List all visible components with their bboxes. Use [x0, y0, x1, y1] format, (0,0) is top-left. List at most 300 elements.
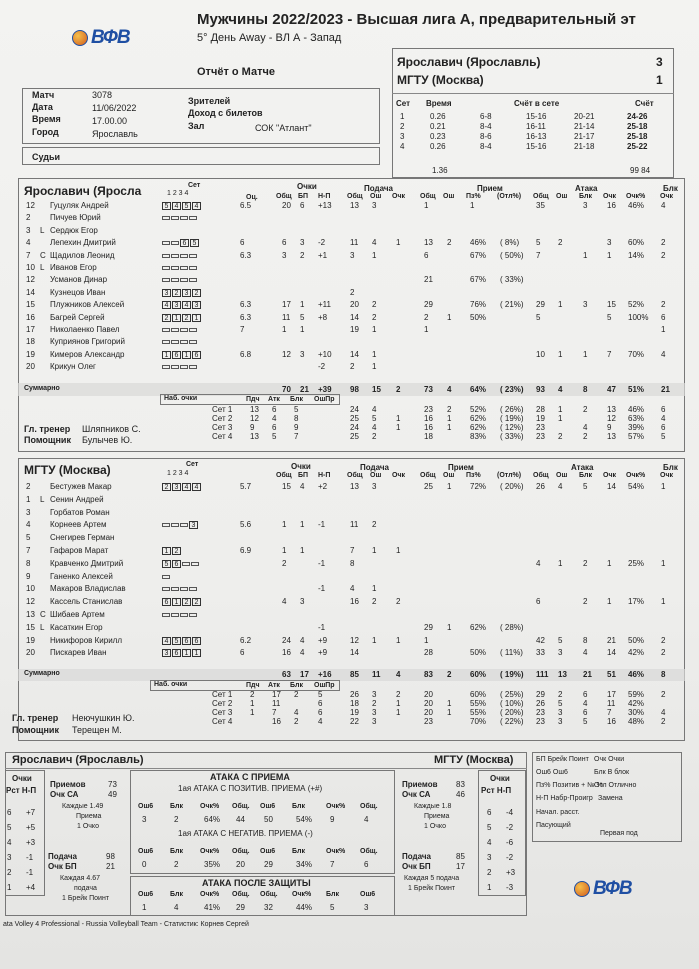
stat-att_err: 1 [558, 558, 563, 568]
stat-rec_err: 1 [447, 482, 452, 491]
stat-bp: 4 [300, 648, 305, 658]
stat-pts: 6.3 [240, 250, 252, 260]
set-cell: 2 [583, 432, 588, 441]
attack-value: 3 [364, 903, 369, 912]
attack-subheader: Ош6 [260, 803, 276, 810]
player-number: 7 [26, 250, 31, 260]
right-each2: Каждая 5 подача [404, 875, 460, 882]
set-position: 3 [162, 649, 171, 657]
t2-assist-label: Помощник [12, 725, 59, 735]
set-position: 5 [182, 202, 191, 210]
label-hall: Зал [188, 121, 205, 131]
left-serve2: подача [74, 885, 97, 892]
t1-assist: Булычев Ю. [82, 435, 133, 445]
stat-rec_pos: 76% [470, 300, 487, 310]
stat-att_blk: 2 [583, 558, 588, 568]
t2-hdr-blk: Блк [663, 463, 678, 472]
stat-att_err: 1 [558, 349, 563, 359]
set-cell: 6 [272, 423, 277, 432]
stat-pts: 6.2 [240, 635, 252, 645]
set-cell: 1 [558, 405, 563, 414]
match-hall: СОК "Атлант" [255, 123, 312, 133]
set-cell: 2 [558, 432, 563, 441]
match-time: 17.00.00 [92, 116, 128, 126]
stat-blk: 6 [661, 312, 666, 322]
player-name: Гафаров Марат [50, 546, 109, 555]
stat-pts: 6 [240, 648, 245, 658]
left-pt1: 1 Очко [77, 823, 99, 830]
stat-blk: 1 [661, 558, 666, 568]
set-cell: 23 [536, 717, 545, 726]
set-cell: 16 [607, 717, 616, 726]
set-position [171, 266, 179, 270]
attack-subheader: Блк [292, 803, 305, 810]
stat-att_tot: 10 [536, 349, 545, 359]
set-position [171, 241, 179, 245]
stat-srv_tot: 13 [350, 482, 359, 491]
score-cell: 8-4 [480, 122, 492, 131]
player-role: L [40, 622, 45, 632]
match-date: 11/06/2022 [92, 103, 137, 113]
t1-hdr-blk: Блк [663, 184, 678, 193]
rot-diff: -2 [506, 823, 514, 832]
set-cell: 1 [447, 414, 452, 423]
set-cell: 9 [607, 423, 612, 432]
stat-srv_tot: 14 [350, 349, 359, 359]
stat-srv_tot: 2 [350, 362, 355, 372]
player-name: Щадилов Леонид [50, 250, 115, 260]
set-position: 1 [192, 649, 201, 657]
stat-bp: 5 [300, 312, 305, 322]
set-cell: 39% [628, 423, 645, 432]
stat-rec_tot: 2 [424, 312, 429, 322]
stat-srv_ace: 2 [396, 597, 401, 607]
attack-value: 50 [264, 815, 273, 824]
set-position: 6 [172, 351, 181, 359]
set-cell: 4 [583, 699, 588, 708]
score-col-set: Сет [396, 99, 411, 108]
set-subheader: Блк [290, 396, 303, 403]
col-subheader: Очк% [626, 193, 646, 200]
right-serve-label: Подача [402, 852, 431, 861]
sum-np: +16 [318, 670, 332, 679]
player-role: L [40, 225, 45, 235]
player-number: 8 [26, 558, 31, 568]
score-team1-sets: 3 [656, 55, 663, 69]
set-cell: 12 [607, 414, 616, 423]
col-subheader: (Отл%) [497, 193, 522, 200]
sum-rec_tot: 73 [424, 385, 433, 394]
set-cell: 57% [628, 432, 645, 441]
set-position [171, 523, 179, 527]
attack-value: 29 [236, 903, 245, 912]
player-number: 18 [26, 337, 35, 347]
set-position: 3 [189, 521, 198, 529]
left-recv-val: 73 [108, 780, 117, 789]
attack-value: 2 [174, 815, 179, 824]
stat-srv_err: 1 [372, 325, 377, 334]
set-subheader: Атк [268, 396, 280, 403]
right-ocb-val: 17 [456, 862, 465, 871]
col-subheader: Общ [347, 472, 363, 479]
t2-hdr-srv: Подача [360, 463, 389, 472]
set-cell: Сет 3 [212, 708, 233, 717]
col-subheader: (Отл%) [497, 472, 522, 479]
right-recv2: Приема [424, 813, 450, 820]
set-position: 1 [162, 547, 171, 555]
rot-diff: -4 [506, 808, 514, 817]
set-cell: 5 [558, 699, 563, 708]
label-spectators: Зрителей [188, 96, 231, 106]
stat-srv_err: 2 [372, 597, 377, 607]
stat-att_pt: 5 [607, 312, 612, 322]
set-cell: 23 [424, 405, 433, 414]
sum-np: +39 [318, 385, 332, 394]
set-lineup [162, 264, 197, 270]
stat-pt: 1 [282, 325, 287, 334]
t2-hdr-att: Атака [571, 463, 594, 472]
stat-srv_err: 1 [372, 546, 377, 555]
player-number: 20 [26, 648, 35, 658]
stat-pts: 6.3 [240, 300, 252, 310]
col-subheader: Очк% [626, 472, 646, 479]
sum-rec_err: 4 [447, 385, 452, 394]
set-position [180, 613, 188, 617]
bottom-team2: МГТУ (Москва) [434, 754, 514, 766]
set-cell: 6 [318, 699, 323, 708]
score-cell: 0.26 [430, 142, 446, 151]
stat-blk: 2 [661, 300, 666, 310]
stat-pt: 11 [282, 312, 291, 322]
stat-pt: 1 [282, 520, 287, 530]
stat-pt: 12 [282, 349, 291, 359]
set-cell: 83% [470, 432, 487, 441]
stat-rec_pct: ( 50%) [500, 250, 524, 260]
score-team1: Ярославич (Ярославль) [397, 55, 541, 69]
sum-srv_ace: 2 [396, 385, 401, 394]
stat-bp: 1 [300, 520, 305, 530]
stat-pt: 3 [282, 250, 287, 260]
label-match: Матч [32, 90, 55, 100]
stat-att_blk: 1 [583, 250, 588, 260]
set-cell: 55% [470, 708, 487, 717]
set-position [171, 254, 179, 258]
set-cell: 18 [424, 432, 433, 441]
set-position [162, 340, 170, 344]
legend-item: Н-П Набр-Проигр [536, 795, 593, 802]
set-position: 6 [172, 560, 181, 568]
player-name: Пискарев Иван [50, 648, 107, 658]
set-position [180, 523, 188, 527]
stat-att_tot: 6 [536, 597, 541, 607]
rot-diff: -1 [26, 868, 34, 877]
attack-subheader: Ош6 [138, 848, 154, 855]
set-cell: 2 [294, 717, 299, 726]
left-serve-label: Подача [48, 852, 77, 861]
sum-att_err: 13 [558, 670, 567, 679]
left-ock-label: Очк СА [50, 790, 79, 799]
set-position: 2 [192, 598, 201, 606]
footer: ata Volley 4 Professional - Russia Volleyball Team - Статистик: Корнев Сергей [3, 921, 249, 928]
set-cell: 4 [372, 405, 377, 414]
stat-np: -1 [318, 622, 326, 632]
stat-pt: 2 [282, 558, 287, 568]
set-cell: 63% [628, 414, 645, 423]
stat-att_pct: 14% [628, 250, 645, 260]
set-position [162, 266, 170, 270]
score-cell: 20-21 [574, 112, 595, 121]
set-position: 5 [162, 202, 171, 210]
stat-srv_tot: 12 [350, 635, 359, 645]
set-position: 2 [162, 483, 171, 491]
stat-att_err: 1 [558, 300, 563, 310]
stat-blk: 2 [661, 238, 666, 248]
stat-att_blk: 2 [583, 597, 588, 607]
stat-blk: 2 [661, 250, 666, 260]
attack-value: 34% [296, 860, 313, 869]
stat-pt: 20 [282, 201, 291, 210]
set-cell: Сет 2 [212, 414, 233, 423]
attack-subheader: Блк [170, 803, 183, 810]
set-position [180, 328, 188, 332]
set-position [189, 266, 197, 270]
legend-item: Отл Отлично [594, 782, 637, 789]
set-cell: ( 10%) [500, 699, 524, 708]
stat-srv_tot: 7 [350, 546, 355, 555]
set-cell: 13 [607, 432, 616, 441]
set-cell: 2 [250, 690, 255, 699]
stat-rec_err: 1 [447, 312, 452, 322]
stat-rec_tot: 25 [424, 482, 433, 491]
rot-diff: +5 [26, 823, 36, 832]
attack-value: 7 [330, 860, 335, 869]
legend-item: Пз% Позитив + № % [536, 782, 603, 789]
stat-rec_pct: ( 33%) [500, 275, 524, 285]
player-role: L [40, 263, 45, 272]
stat-rec_pct: ( 11%) [500, 648, 523, 658]
stat-srv_tot: 14 [350, 312, 359, 322]
stat-att_err: 2 [558, 238, 563, 248]
stat-srv_tot: 3 [350, 250, 355, 260]
set-lineup [162, 314, 201, 322]
sum-att_tot: 93 [536, 385, 545, 394]
stat-att_pct: 70% [628, 349, 645, 359]
stat-pts: 6.9 [240, 546, 252, 555]
sum-pt: 63 [282, 670, 291, 679]
player-name: Сенин Андрей [50, 494, 104, 504]
stat-bp: 1 [300, 325, 305, 334]
stat-srv_tot: 19 [350, 325, 359, 334]
set-lineup [162, 649, 201, 657]
score-cell: 16-11 [526, 122, 546, 131]
sum-pt: 70 [282, 385, 291, 394]
set-cell: 16 [424, 414, 433, 423]
set-position: 4 [182, 483, 191, 491]
col-subheader: Общ [276, 472, 292, 479]
right-recv-label: Приемов [402, 780, 438, 789]
stat-bp: 1 [300, 546, 305, 555]
stat-srv_tot: 14 [350, 648, 359, 658]
attack-subheader: Ош6 [360, 891, 376, 898]
summary-label: Суммарно [24, 385, 60, 392]
stat-blk: 1 [661, 597, 666, 607]
set-cell: 30% [628, 708, 645, 717]
player-name: Корнеев Артем [50, 520, 107, 530]
set-position: 1 [172, 314, 181, 322]
attack-subheader: Ош6 [138, 803, 154, 810]
set-cell: 2 [294, 690, 299, 699]
set-subheader: Пдч [246, 682, 260, 689]
set-position: 3 [192, 301, 201, 309]
stat-blk: 2 [661, 648, 666, 658]
legend-item: Первая под [600, 830, 638, 837]
set-lineup [162, 276, 197, 282]
stat-att_pct: 50% [628, 635, 645, 645]
col-subheader: Ош [370, 193, 382, 200]
set-cell: 1 [447, 708, 452, 717]
set-cell: 3 [558, 717, 563, 726]
player-name: Николаенко Павел [50, 325, 120, 334]
player-name: Никифоров Кирилл [50, 635, 122, 645]
set-cell: 20 [424, 690, 433, 699]
col-subheader: Очк [603, 472, 617, 479]
attack-subheader: Блк [170, 891, 183, 898]
t2-coach: Неючушкин Ю. [72, 713, 135, 723]
left-ock-val: 49 [108, 790, 117, 799]
sum-rec_pct: ( 23%) [500, 385, 524, 394]
set-lineup [162, 637, 201, 645]
set-cell: 52% [470, 405, 487, 414]
set-lineup [162, 573, 170, 579]
set-position [171, 587, 179, 591]
set-cell: 55% [470, 699, 487, 708]
score-team2: МГТУ (Москва) [397, 73, 484, 87]
label-date: Дата [32, 102, 53, 112]
sum-bp: 21 [300, 385, 309, 394]
sum-srv_tot: 85 [350, 670, 359, 679]
set-position: 3 [172, 483, 181, 491]
attack-value: 1 [142, 903, 147, 912]
score-cell: 21-14 [574, 122, 595, 131]
score-cell: 0.23 [430, 132, 446, 141]
attack-value: 6 [364, 860, 369, 869]
col-subheader: Н-П [318, 193, 331, 200]
sum-rec_err: 2 [447, 670, 452, 679]
set-position: 5 [162, 560, 171, 568]
attack-value: 44% [296, 903, 313, 912]
stat-srv_err: 2 [372, 312, 377, 322]
stat-pt: 6 [282, 238, 287, 248]
left-pts-hdr2: Рст Н-П [6, 786, 37, 795]
player-name: Снегирев Герман [50, 533, 115, 543]
stat-rec_pos: 72% [470, 482, 487, 491]
set-cell: 20 [424, 699, 433, 708]
set-cell: 20 [424, 708, 433, 717]
stat-att_tot: 29 [536, 300, 545, 310]
sum-att_blk: 21 [583, 670, 592, 679]
set-cell: 6 [661, 423, 666, 432]
attack-subheader: Общ. [232, 803, 250, 810]
stat-att_pt: 15 [607, 300, 616, 310]
stat-pts: 7 [240, 325, 245, 334]
set-cell: 60% [470, 690, 487, 699]
player-name: Иванов Егор [50, 263, 97, 272]
stat-att_tot: 4 [536, 558, 541, 568]
set-position: 6 [192, 351, 201, 359]
set-cell: 1 [250, 699, 255, 708]
left-recv2: Приема [76, 813, 102, 820]
attack-subheader: Очк% [326, 803, 346, 810]
player-name: Ганенко Алексей [50, 571, 113, 581]
vfv-logo [72, 27, 130, 49]
set-cell: ( 19%) [500, 414, 524, 423]
stat-pts: 6.5 [240, 201, 252, 210]
t2-coach-label: Гл. тренер [12, 713, 59, 723]
t1-nab-label: Наб. очки [164, 395, 198, 402]
col-subheader: Н-П [318, 472, 331, 479]
set-position: 4 [182, 301, 191, 309]
score-total-time: 1.36 [432, 166, 448, 175]
stat-pt: 16 [282, 648, 291, 658]
set-cell: 1 [396, 699, 401, 708]
left-ocb-label: Очк БП [48, 862, 77, 871]
left-ocb-val: 21 [106, 862, 115, 871]
left-each2: Каждая 4.67 [60, 875, 100, 882]
set-cell: 42% [628, 699, 645, 708]
set-cell: 4 [294, 708, 299, 717]
stat-np: -2 [318, 238, 326, 248]
set-cell: 1 [558, 414, 563, 423]
player-name: Пичуев Юрий [50, 213, 101, 223]
set-cell: 5 [318, 690, 323, 699]
set-cell: 59% [628, 690, 645, 699]
attack-subheader: Очк% [200, 848, 220, 855]
player-name: Горбатов Роман [50, 507, 110, 517]
stat-srv_tot: 11 [350, 238, 359, 248]
col-subheader: Ош [556, 472, 568, 479]
stat-np: -2 [318, 362, 326, 372]
stat-att_pt: 1 [607, 558, 612, 568]
set-position [180, 587, 188, 591]
attack-subheader: Очк% [200, 803, 220, 810]
set-cell: 23 [536, 708, 545, 717]
set-position: 4 [162, 301, 171, 309]
attack-subheader: Очк% [200, 891, 220, 898]
set-lineup [162, 521, 198, 529]
set-position [171, 365, 179, 369]
set-cell: 13 [607, 405, 616, 414]
stat-pt: 15 [282, 482, 291, 491]
stat-att_pt: 16 [607, 201, 616, 210]
sum-att_pct: 51% [628, 385, 645, 394]
stat-np: -1 [318, 584, 326, 594]
player-number: 10 [26, 584, 35, 594]
set-lineup [162, 363, 197, 369]
stat-pt: 4 [282, 597, 287, 607]
score-cell: 15-16 [526, 142, 547, 151]
score-col-time: Время [426, 99, 452, 108]
stat-srv_ace: 1 [396, 635, 401, 645]
set-cell: 6 [583, 708, 588, 717]
score-cell: 0.26 [430, 112, 446, 121]
set-cell: Сет 1 [212, 690, 233, 699]
set-cell: 2 [396, 690, 401, 699]
stat-bp: 3 [300, 349, 305, 359]
rot-number: 4 [487, 838, 492, 847]
player-name: Усманов Динар [50, 275, 108, 285]
set-position: 5 [190, 239, 199, 247]
player-number: 15 [26, 300, 35, 310]
